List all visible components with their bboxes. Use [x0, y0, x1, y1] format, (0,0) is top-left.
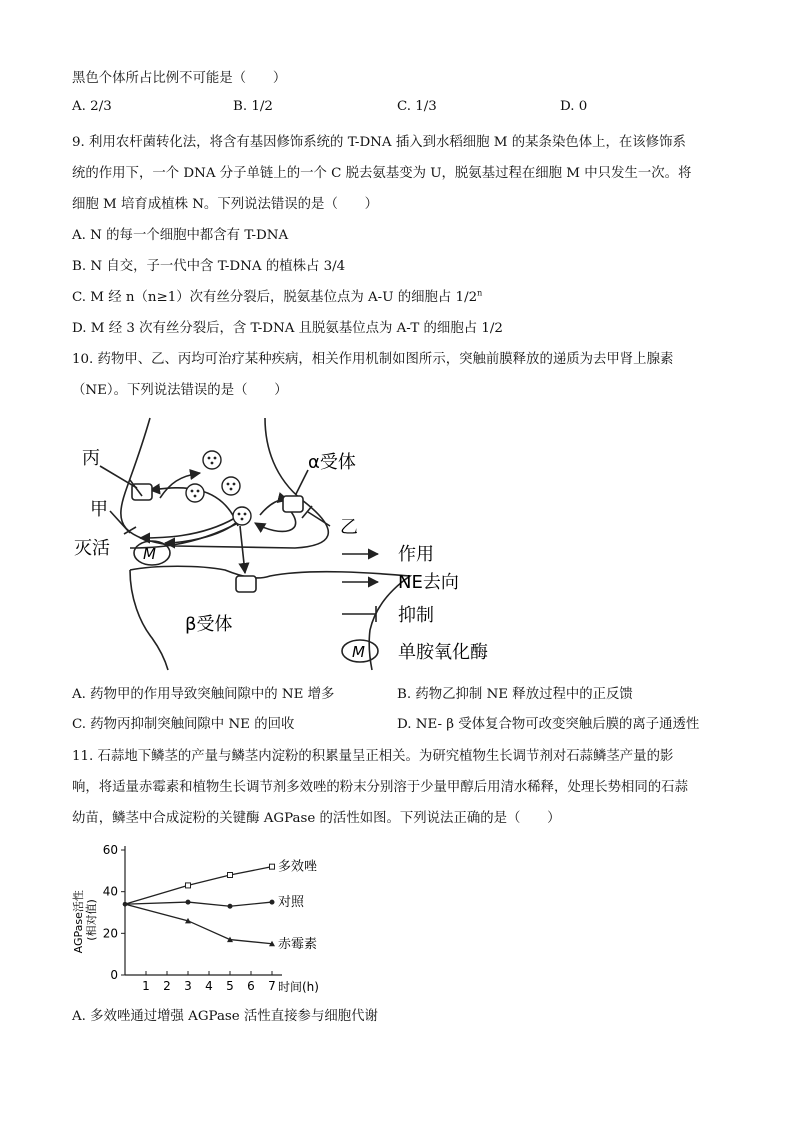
agpase-chart — [70, 838, 350, 998]
q9-stem-line1: 9. 利用农杆菌转化法，将含有基因修饰系统的 T-DNA 插入到水稻细胞 M 的某条染色体上，在该修饰系 — [72, 135, 686, 150]
chart-xlabel: 时间(h) — [278, 980, 319, 994]
q10-stem-line1: 10. 药物甲、乙、丙均可治疗某种疾病，相关作用机制如图所示，突触前膜释放的递质为去甲肾上腺素 — [72, 352, 674, 367]
q8-stem: 黑色个体所占比例不可能是（ ） — [72, 71, 287, 86]
q9-stem-line2: 统的作用下，一个 DNA 分子单链上的一个 C 脱去氨基变为 U，脱氨基过程在细胞 M 中只发生一次。将 — [72, 166, 692, 181]
beta-receptor-shape — [236, 576, 256, 592]
data-point — [270, 900, 275, 905]
x-tick-label: 3 — [184, 979, 192, 993]
q9-option-d: D. M 经 3 次有丝分裂后，含 T-DNA 且脱氨基位点为 A-T 的细胞占 1/2 — [72, 321, 503, 336]
series-label: 赤霉素 — [278, 936, 318, 952]
q8-option-b: B. 1/2 — [233, 99, 273, 114]
data-point — [123, 902, 127, 906]
series-label: 对照 — [278, 895, 305, 911]
synapse-figure — [70, 408, 520, 678]
data-point — [186, 900, 191, 905]
q11-stem-line3: 幼苗，鳞茎中合成淀粉的关键酶 AGPase 的活性如图。下列说法正确的是（ ） — [72, 811, 561, 826]
series-line-0 — [125, 867, 272, 905]
q8-option-c: C. 1/3 — [397, 99, 437, 114]
x-tick-label: 2 — [163, 979, 171, 993]
q10-option-c: C. 药物丙抑制突触间隙中 NE 的回收 — [72, 717, 295, 732]
q9-option-c-superscript: n — [477, 288, 483, 298]
legend-ne-direction: NE去向 — [398, 572, 459, 593]
label-alpha-receptor: α受体 — [308, 452, 356, 473]
q11-stem-line1: 11. 石蒜地下鳞茎的产量与鳞茎内淀粉的积累量呈正相关。为研究植物生长调节剂对石蒜鳞茎产量的影 — [72, 749, 674, 764]
chart-series-group — [123, 860, 318, 952]
y-tick-label: 20 — [102, 926, 118, 941]
series-line-1 — [125, 902, 272, 906]
legend-m-symbol: M — [352, 643, 365, 661]
chart-ylabel-line1: AGPase活性 — [72, 890, 85, 954]
legend-mao: 单胺氧化酶 — [398, 642, 488, 663]
alpha-receptor-shape — [283, 496, 303, 512]
chart-axes — [103, 843, 282, 993]
vesicle — [186, 484, 204, 502]
q9-option-a: A. N 的每一个细胞中都含有 T-DNA — [72, 228, 289, 243]
data-point — [228, 904, 233, 909]
data-point — [186, 883, 191, 888]
data-point — [270, 864, 275, 869]
label-bing: 丙 — [82, 448, 100, 469]
vesicle — [233, 507, 251, 525]
series-label: 多效唑 — [278, 859, 318, 875]
x-tick-label: 7 — [268, 979, 276, 993]
q9-option-b: B. N 自交，子一代中含 T-DNA 的植株占 3/4 — [72, 259, 346, 274]
q8-option-d: D. 0 — [560, 99, 588, 114]
vesicle — [203, 451, 221, 469]
y-tick-label: 40 — [102, 884, 118, 899]
q11-option-a: A. 多效唑通过增强 AGPase 活性直接参与细胞代谢 — [72, 1009, 378, 1024]
legend-inhibit: 抑制 — [398, 605, 434, 626]
q10-stem-line2: （NE）。下列说法错误的是（ ） — [72, 383, 288, 398]
label-m-symbol: M — [143, 545, 156, 563]
y-tick-label: 60 — [102, 843, 118, 857]
x-tick-label: 1 — [142, 979, 150, 993]
data-point — [228, 873, 233, 878]
q9-stem-line3: 细胞 M 培育成植株 N。下列说法错误的是（ ） — [72, 197, 379, 212]
label-jia: 甲 — [90, 499, 108, 520]
x-tick-label: 6 — [247, 979, 255, 993]
label-yi: 乙 — [340, 517, 358, 538]
x-tick-label: 5 — [226, 979, 234, 993]
legend-action: 作用 — [398, 544, 434, 565]
q9-option-c: C. M 经 n（n≥1）次有丝分裂后，脱氨基位点为 A-U 的细胞占 1/2$^n$ — [72, 288, 483, 305]
series-line-2 — [125, 904, 272, 944]
y-tick-label: 0 — [110, 968, 118, 982]
q10-option-b: B. 药物乙抑制 NE 释放过程中的正反馈 — [397, 687, 633, 702]
q8-option-a: A. 2/3 — [72, 99, 112, 114]
label-beta-receptor: β受体 — [185, 614, 233, 635]
x-tick-label: 4 — [205, 979, 213, 993]
q11-stem-line2: 响，将适量赤霉素和植物生长调节剂多效唑的粉末分别溶于少量甲醇后用清水稀释，处理长势相同的石蒜 — [72, 780, 688, 795]
q10-option-a: A. 药物甲的作用导致突触间隙中的 NE 增多 — [72, 687, 335, 702]
label-miehuo: 灭活 — [74, 538, 110, 559]
chart-ylabel — [71, 887, 98, 954]
vesicle — [222, 477, 240, 495]
chart-ylabel-line2: (相对值) — [85, 899, 98, 941]
q10-option-d: D. NE- β 受体复合物可改变突触后膜的离子通透性 — [397, 717, 700, 732]
